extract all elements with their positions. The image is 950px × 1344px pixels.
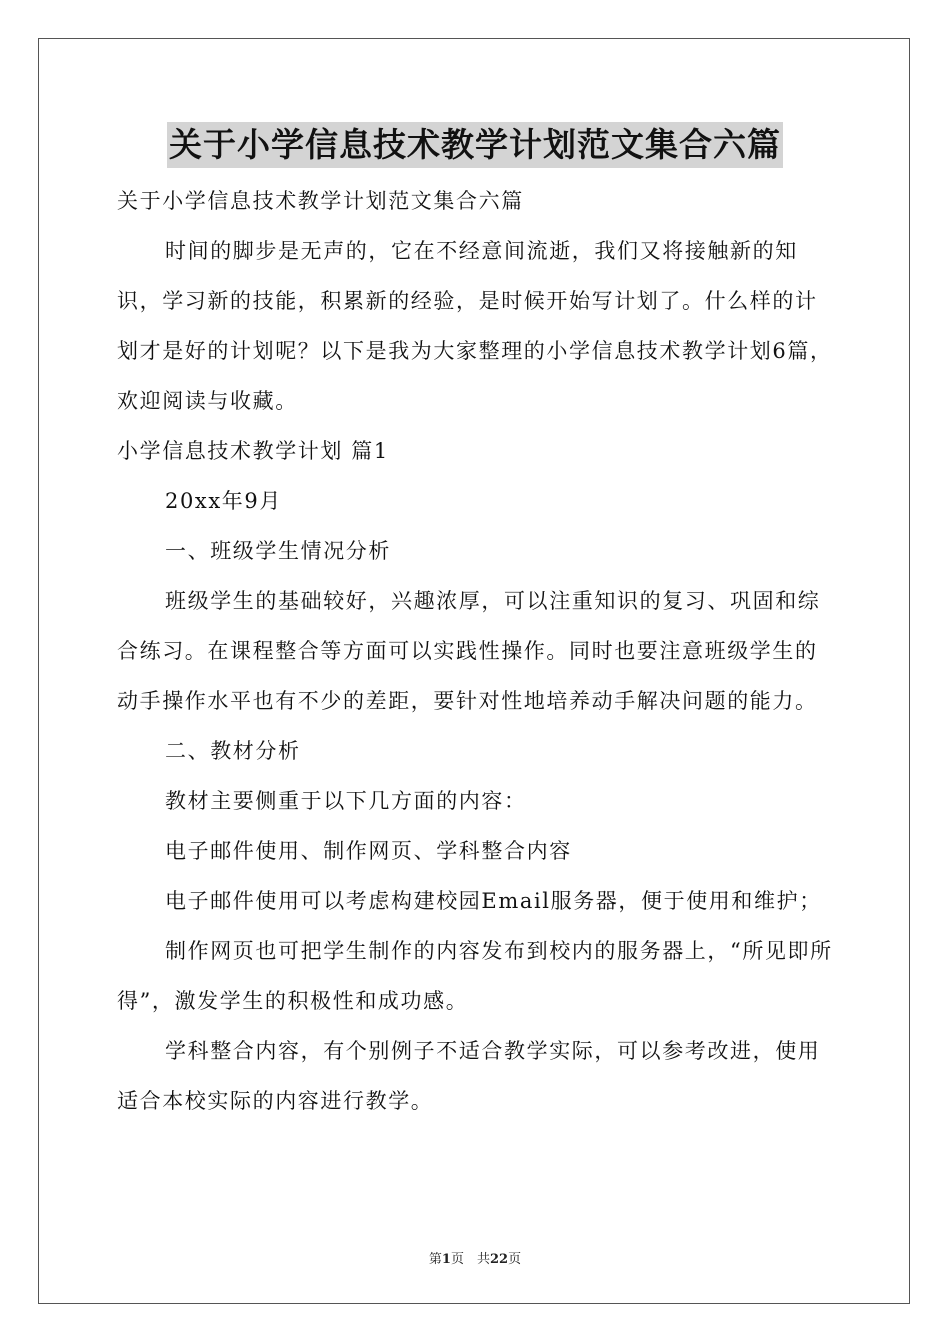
title-container — [0, 122, 950, 168]
intro-paragraph: 时间的脚步是无声的，它在不经意间流逝，我们又将接触新的知识，学习新的技能，积累新的经验，是时候开始写计划了。什么样的计划才是好的计划呢？以下是我为大家整理的小学信息技术教学计划6篇，欢迎阅读与收藏。 — [117, 239, 833, 413]
paragraph-class-analysis: 班级学生的基础较好，兴趣浓厚，可以注重知识的复习、巩固和综合练习。在课程整合等方面可以实践性操作。同时也要注意班级学生的动手操作水平也有不少的差距，要针对性地培养动手解决问题的能力。 — [117, 589, 821, 713]
footer-total-pages: 22 — [489, 1252, 509, 1267]
paragraph-webpage: 制作网页也可把学生制作的内容发布到校内的服务器上，“所见即所得”，激发学生的积极性和成功感。 — [117, 939, 833, 1013]
subtitle: 关于小学信息技术教学计划范文集合六篇 — [117, 189, 524, 213]
paragraph-integration: 学科整合内容，有个别例子不适合教学实际，可以参考改进，使用适合本校实际的内容进行教学。 — [117, 1039, 821, 1113]
heading-textbook-analysis: 二、教材分析 — [165, 739, 301, 763]
footer-mid: 页 共 — [450, 1252, 490, 1267]
footer-prefix: 第 — [428, 1252, 442, 1267]
paragraph-email: 电子邮件使用可以考虑构建校园Email服务器，便于使用和维护； — [165, 889, 822, 913]
paragraph-textbook-focus: 教材主要侧重于以下几方面的内容： — [165, 789, 527, 813]
page-footer — [0, 1248, 950, 1267]
footer-current-page: 1 — [441, 1252, 451, 1267]
paragraph-content-list: 电子邮件使用、制作网页、学科整合内容 — [165, 839, 572, 863]
footer-suffix: 页 — [508, 1252, 522, 1267]
heading-class-analysis: 一、班级学生情况分析 — [165, 539, 391, 563]
section-heading: 小学信息技术教学计划 篇1 — [117, 439, 389, 463]
document-body — [117, 176, 839, 1126]
date-line: 20xx年9月 — [165, 489, 282, 513]
document-title: 关于小学信息技术教学计划范文集合六篇 — [167, 122, 783, 168]
